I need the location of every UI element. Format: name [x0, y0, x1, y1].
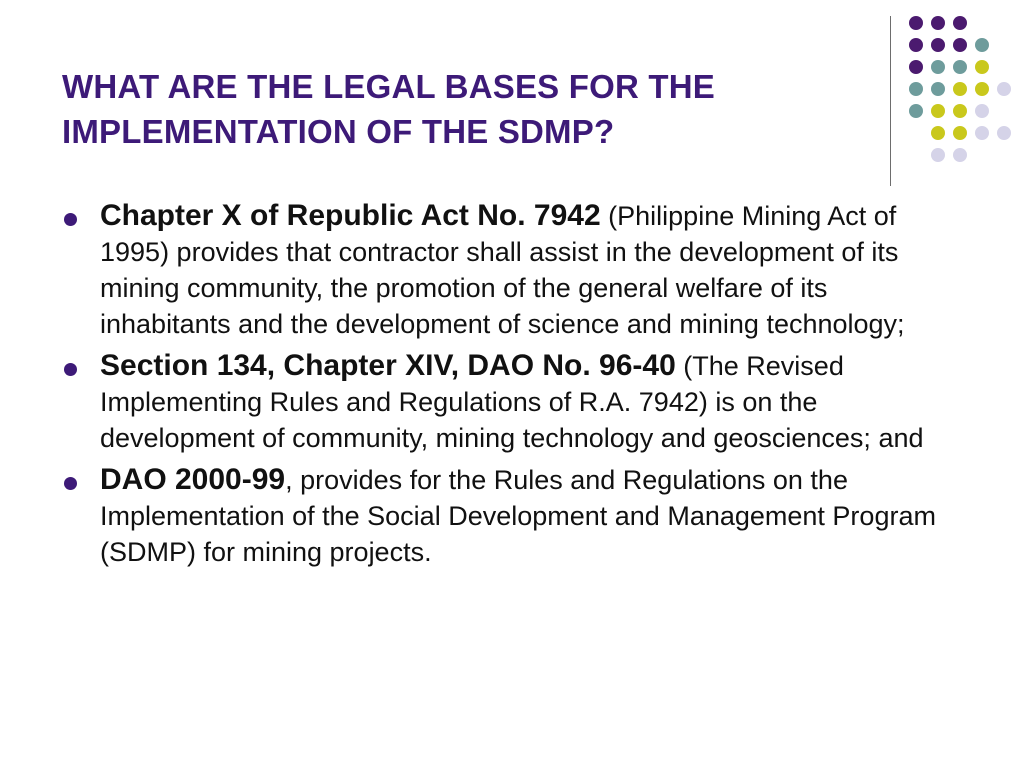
decorative-dot [931, 38, 945, 52]
decorative-dot [931, 60, 945, 74]
bullet-text: , provides for the Rules and Regulations on the Implementation of the Social Development and Management Program (SDMP) for mining projects. [100, 465, 936, 567]
bullet-marker-icon [64, 477, 77, 490]
decorative-dot [909, 16, 923, 30]
decorative-dot [931, 16, 945, 30]
bullet-lead: Section 134, Chapter XIV, DAO No. 96-40 [100, 349, 676, 382]
bullet-text: (Philippine Mining Act of 1995) provides that contractor shall assist in the development of its mining community, the promotion of the general welfare of its inhabitants and the development of science and mining technology; [100, 201, 905, 339]
decorative-dot [975, 38, 989, 52]
decorative-dot [953, 148, 967, 162]
decorative-dot [909, 38, 923, 52]
decorative-dot [931, 104, 945, 118]
bullet-marker-icon [64, 213, 77, 226]
decorative-dot [975, 82, 989, 96]
bullet-marker-icon [64, 363, 77, 376]
decorative-dot [953, 126, 967, 140]
slide-title-line-1: WHAT ARE THE LEGAL BASES FOR THE [62, 68, 715, 105]
bullet-lead: Chapter X of Republic Act No. 7942 [100, 199, 601, 232]
vertical-divider [890, 16, 891, 186]
bullet-item-dao-96-40 [62, 348, 962, 456]
decorative-dot [997, 82, 1011, 96]
bullet-item-dao-2000-99 [62, 462, 962, 570]
slide-title [62, 64, 862, 154]
bullet-item-republic-act [62, 198, 962, 342]
decorative-dot [953, 60, 967, 74]
bullet-list [62, 198, 962, 576]
slide-title-line-2: IMPLEMENTATION OF THE SDMP? [62, 113, 615, 150]
decorative-dot [909, 60, 923, 74]
bullet-text: (The Revised Implementing Rules and Regulations of R.A. 7942) is on the development of community, mining technology and geosciences; and [100, 351, 924, 453]
decorative-dot [953, 104, 967, 118]
decorative-dot [953, 38, 967, 52]
decorative-dot [931, 82, 945, 96]
decorative-dot [953, 16, 967, 30]
decorative-dot [997, 126, 1011, 140]
decorative-dot [975, 60, 989, 74]
decorative-dot [953, 82, 967, 96]
decorative-dot [975, 104, 989, 118]
decorative-dot [931, 126, 945, 140]
decorative-dot [909, 104, 923, 118]
bullet-lead: DAO 2000-99 [100, 463, 286, 496]
decorative-dot [975, 126, 989, 140]
decorative-dot [931, 148, 945, 162]
decorative-dot [909, 82, 923, 96]
